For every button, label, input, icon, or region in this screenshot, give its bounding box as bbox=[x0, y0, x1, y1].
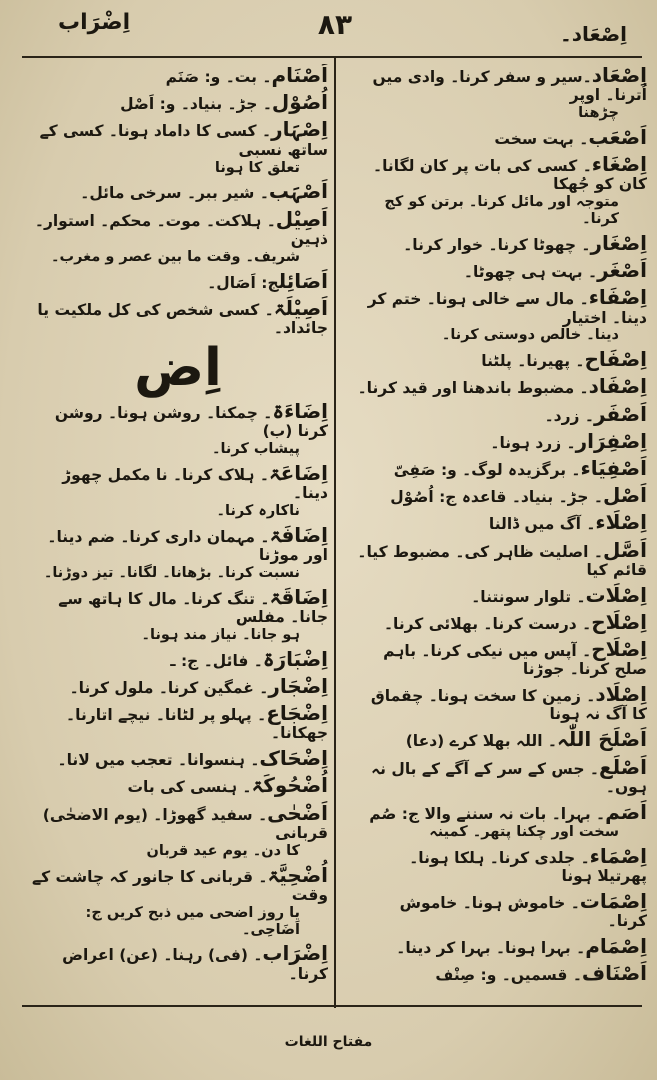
entry-headword: اَصِیْل bbox=[275, 206, 328, 231]
entry-headword: اِصْفَاح bbox=[584, 347, 647, 372]
dictionary-entry bbox=[28, 118, 328, 176]
dictionary-entry bbox=[357, 801, 647, 841]
entry-headword: اِضْحَاک bbox=[259, 746, 328, 771]
dictionary-entry bbox=[28, 802, 328, 860]
dictionary-entry bbox=[28, 702, 328, 743]
dictionary-entry bbox=[357, 890, 647, 931]
entry-definition: ۔ ہنسی کی بات bbox=[127, 778, 252, 797]
header-rule bbox=[22, 56, 642, 58]
dictionary-entry bbox=[357, 348, 647, 371]
page-number: ٨٣ bbox=[317, 8, 353, 41]
entry-definition: ۔ ہلاکت۔ موت۔ محکم۔ استوار۔ ذہین bbox=[34, 211, 328, 248]
entry-headword: اَصْہَب bbox=[268, 179, 328, 204]
entry-definition: ۔ زمین کا سخت ہونا۔ چقماق کا آگ نہ ہونا bbox=[370, 687, 647, 724]
entry-headword: اِضَاقَۃ bbox=[269, 584, 328, 609]
dictionary-entry bbox=[357, 756, 647, 797]
dictionary-entry bbox=[357, 126, 647, 149]
right-column bbox=[357, 64, 647, 1000]
entry-headword: اِصْمَات bbox=[579, 888, 647, 913]
dictionary-entry bbox=[28, 180, 328, 203]
entry-headword: اِصْلَات bbox=[585, 582, 647, 607]
entry-headword: اِصْفَاد bbox=[588, 374, 647, 399]
entry-definition: ۔ چھوٹا کرنا۔ خوار کرنا۔ bbox=[403, 235, 591, 254]
entry-headword: اِصْمَام bbox=[585, 934, 647, 959]
entry-definition: ۔ قربانی کا جانور کہ چاشت کے وقت bbox=[32, 867, 328, 904]
entry-definition: ۔ اصلیت ظاہر کی۔ مضبوط کیا۔ قائم کیا bbox=[357, 542, 647, 579]
entry-headword: اِصْلَاح bbox=[591, 609, 647, 634]
entry-headword: اَصْفَر bbox=[593, 401, 647, 426]
entry-definition: ۔ کسی کا داماد ہونا۔ کسی کے ساتھ نسبی bbox=[39, 122, 328, 159]
dictionary-entry bbox=[357, 539, 647, 580]
column-divider bbox=[334, 58, 336, 1008]
dictionary-entry bbox=[28, 91, 328, 114]
entry-continuation: ہو جانا۔ نیاز مند ہونا۔ bbox=[141, 626, 300, 643]
dictionary-entry bbox=[28, 586, 328, 644]
entry-definition: ۔ ہلاک کرنا۔ نا مکمل چھوڑ دینا۔ bbox=[62, 465, 328, 502]
left-column bbox=[28, 64, 328, 1000]
dictionary-entry bbox=[28, 524, 328, 582]
entry-headword: اِضَاءَۃ bbox=[272, 398, 328, 423]
entry-headword: اِصْعَاد bbox=[591, 64, 647, 87]
entry-definition: ۔ بت۔ و: صَنَم bbox=[165, 68, 272, 86]
entry-definition: ۔ مہمان داری کرنا۔ ضم دینا۔ اور موڑنا bbox=[47, 527, 328, 564]
entry-definition: ۔ درست کرنا۔ بھلائی کرنا۔ bbox=[383, 614, 592, 633]
entry-headword: اِصْغَار bbox=[590, 230, 647, 255]
dictionary-entry bbox=[28, 64, 328, 87]
dictionary-entry bbox=[28, 942, 328, 983]
entry-headword: اِصْغَاء bbox=[591, 152, 647, 177]
dictionary-entry bbox=[357, 935, 647, 958]
dictionary-entry bbox=[28, 400, 328, 458]
entry-continuation: شریف۔ وقت ما بین عصر و مغرب۔ bbox=[51, 248, 300, 265]
entry-headword: اِضْجَاع bbox=[266, 701, 328, 726]
header-left-word: اِضْرَاب bbox=[58, 10, 131, 35]
entry-headword: اِصْلَاد bbox=[595, 682, 647, 707]
dictionary-entry bbox=[357, 728, 647, 751]
entry-definition: ۔ جلدی کرنا۔ ہلکا ہونا۔ پھرتیلا ہونا bbox=[409, 848, 647, 885]
entry-headword: اُضْحُوکَۃ bbox=[251, 773, 328, 798]
entry-definition: ۔ خاموش ہونا۔ خاموش کرنا۔ bbox=[399, 893, 647, 931]
dictionary-entry bbox=[357, 962, 647, 985]
dictionary-entry bbox=[357, 457, 647, 480]
entry-definition: ۔ مضبوط باندھنا اور قید کرنا۔ bbox=[357, 379, 589, 398]
entry-definition: ۔ فائل۔ ج: ـ bbox=[170, 651, 263, 670]
entry-headword: اَصْلَحَ اللّٰہ bbox=[557, 727, 647, 752]
dictionary-entry bbox=[28, 270, 328, 293]
entry-definition: ۔ کسی کی بات پر کان لگانا۔ کان کو جُھکا bbox=[373, 157, 647, 194]
entry-definition: ۔ سفید گھوڑا۔ (یوم الاضحٰی) قربانی bbox=[42, 805, 328, 842]
entry-definition: ۔ بہت سخت bbox=[494, 129, 589, 148]
entry-headword: اَصْنَاف bbox=[581, 961, 647, 986]
page-header bbox=[0, 0, 657, 54]
entry-headword: اِصْفَاء bbox=[588, 285, 647, 310]
dictionary-entry bbox=[357, 584, 647, 607]
dictionary-entry bbox=[357, 638, 647, 679]
entry-definition: ۔ زرد۔ bbox=[544, 406, 594, 425]
entry-headword: اِضْبَارَۃ bbox=[262, 646, 328, 671]
entry-headword: اَصْلَع bbox=[598, 754, 647, 779]
entry-definition: ۔ غمگین کرنا۔ ملول کرنا۔ bbox=[69, 678, 269, 697]
entry-continuation: متوجہ اور مائل کرنا۔ برتن کو کج کرنا۔ bbox=[384, 194, 619, 228]
dictionary-entry bbox=[357, 403, 647, 426]
entry-headword: اَصْل bbox=[602, 483, 647, 508]
entry-continuation: نسبت کرنا۔ بڑھانا۔ لگانا۔ تیز دوڑنا۔ bbox=[43, 564, 300, 581]
entry-definition: ۔ ہنسوانا۔ تعجب میں لانا۔ bbox=[57, 751, 260, 770]
entry-headword: اَصِیْلَۃ bbox=[273, 295, 328, 320]
entry-continuation: ناکارہ کرنا۔ bbox=[216, 502, 300, 519]
dictionary-entry bbox=[357, 286, 647, 344]
entry-definition: ۔ زرد ہونا۔ bbox=[490, 433, 576, 452]
dictionary-entry bbox=[28, 747, 328, 770]
entry-definition: ۔ قسمیں۔ و: صِنْف bbox=[435, 966, 582, 985]
entry-continuation: سخت اور چکنا پتھر۔ کمینہ bbox=[429, 823, 619, 840]
entry-headword: اِصْلَاء bbox=[595, 510, 647, 535]
entry-headword: اِضَافَۃ bbox=[269, 522, 328, 547]
entry-headword: اَصْغَر bbox=[597, 258, 647, 283]
entry-definition: ۔ جڑ۔ بنیاد۔ و: اَصْل bbox=[120, 95, 272, 114]
dictionary-entry bbox=[357, 153, 647, 228]
entry-headword: اُضْحِیَّۃ bbox=[267, 862, 328, 887]
entry-definition: ۔ چمکنا۔ روشن ہونا۔ روشن کرنا (ب) bbox=[54, 403, 328, 441]
entry-definition: ۔ مال سے خالی ہونا۔ ختم کر دینا۔ اختیار bbox=[367, 290, 647, 327]
entry-definition: ج: اَصَال۔ bbox=[207, 273, 279, 292]
dictionary-entry bbox=[28, 774, 328, 797]
dictionary-entry bbox=[357, 375, 647, 398]
entry-headword: اِصْمَاء bbox=[589, 843, 647, 868]
dictionary-entry bbox=[357, 683, 647, 724]
footer-title: مفتاح اللغات bbox=[284, 1034, 373, 1050]
entry-continuation: چڑھنا bbox=[578, 105, 619, 122]
header-right-word: اِصْعَاد۔ bbox=[560, 22, 627, 46]
entry-headword: اَصَم bbox=[605, 799, 647, 824]
entry-definition: ۔سیر و سفر کرنا۔ وادی میں اُترنا۔ اوپر bbox=[372, 68, 647, 105]
dictionary-entry bbox=[357, 430, 647, 453]
entry-definition: ۔ تنگ کرنا۔ مال کا ہاتھ سے جانا۔ مفلس bbox=[58, 589, 328, 626]
entry-headword: اِضَاعَۃ bbox=[268, 460, 328, 485]
dictionary-entry bbox=[28, 297, 328, 338]
entry-headword: اِضْرَاب bbox=[262, 941, 328, 966]
entry-continuation: دینا۔ خالص دوستی کرنا۔ bbox=[441, 327, 619, 344]
entry-headword: اِصْفِرَار bbox=[575, 428, 647, 453]
entry-definition: ۔ آگ میں ڈالنا bbox=[488, 515, 596, 534]
entry-definition: ۔ تلوار سونتنا۔ bbox=[471, 587, 586, 606]
entry-headword: اَصَّل bbox=[602, 537, 647, 562]
dictionary-entry bbox=[357, 64, 647, 122]
dictionary-entry bbox=[357, 484, 647, 507]
entry-headword: اَصْفِیَاء bbox=[580, 456, 647, 481]
dictionary-entry bbox=[28, 675, 328, 698]
entry-definition: ۔ جڑ۔ بنیاد۔ قاعدہ ج: اُصُوْل bbox=[390, 488, 603, 507]
entry-definition: ۔ جس کے سر کے آگے کے بال نہ ہوں۔ bbox=[371, 759, 647, 796]
entry-headword: اَصْعَب bbox=[588, 124, 647, 149]
dictionary-entry bbox=[28, 864, 328, 939]
entry-definition: ۔ کسی شخص کی کل ملکیت یا جائداد۔ bbox=[37, 300, 328, 337]
entry-definition: ۔ بہرا ہونا۔ بہرا کر دینا۔ bbox=[396, 939, 586, 958]
entry-headword: اَصَائِل bbox=[278, 268, 328, 293]
footer-rule bbox=[22, 1005, 642, 1007]
dictionary-entry bbox=[357, 845, 647, 886]
entry-headword: اَضْحٰی bbox=[267, 800, 328, 825]
dictionary-entry bbox=[28, 208, 328, 266]
dictionary-entry bbox=[357, 259, 647, 282]
entry-continuation: پیشاب کرنا۔ bbox=[211, 441, 300, 457]
entry-headword: اُصُوْل bbox=[271, 90, 328, 115]
entry-definition: ۔ پھیرنا۔ پلٹنا bbox=[481, 352, 585, 371]
entry-definition: ۔ اللہ بھلا کرے (دعا) bbox=[405, 732, 558, 751]
dictionary-entry bbox=[28, 462, 328, 520]
entry-definition: ۔ پہلو پر لٹانا۔ نیچے اتارنا۔ جھکانا۔ bbox=[66, 706, 328, 743]
entry-continuation: کا دن۔ یوم عید قربان bbox=[146, 842, 300, 859]
section-letter: اِض bbox=[134, 337, 222, 398]
entry-definition: ۔ بہت ہی چھوٹا۔ bbox=[463, 263, 598, 282]
dictionary-entry bbox=[357, 511, 647, 534]
entry-continuation: تعلق کا ہونا bbox=[214, 159, 300, 176]
dictionary-entry bbox=[357, 232, 647, 255]
entry-definition: ۔ برگزیدہ لوگ۔ و: صَفِیّ bbox=[393, 461, 581, 480]
dictionary-entry bbox=[357, 611, 647, 634]
entry-definition: ۔ آپس میں نیکی کرنا۔ باہم صلح کرنا۔ جوڑنا bbox=[383, 642, 647, 679]
entry-headword: اَصْنَام bbox=[271, 64, 328, 87]
entry-definition: ۔ شیر ببر۔ سرخی مائل۔ bbox=[80, 184, 269, 203]
entry-headword: اِضْجَار bbox=[268, 673, 328, 698]
dictionary-entry bbox=[28, 648, 328, 671]
entry-continuation: یا روز اضحی میں ذبح کریں ج: اَضَاحِی۔ bbox=[85, 904, 300, 938]
entry-headword: اِصْلَاح bbox=[591, 637, 647, 662]
entry-definition: ۔ (فی) رہنا۔ (عن) اعراض کرنا۔ bbox=[62, 946, 328, 983]
entry-definition: ۔ بہرا۔ بات نہ سننے والا ج: صُم bbox=[369, 804, 606, 823]
entry-headword: اِصْہَار bbox=[271, 117, 328, 142]
